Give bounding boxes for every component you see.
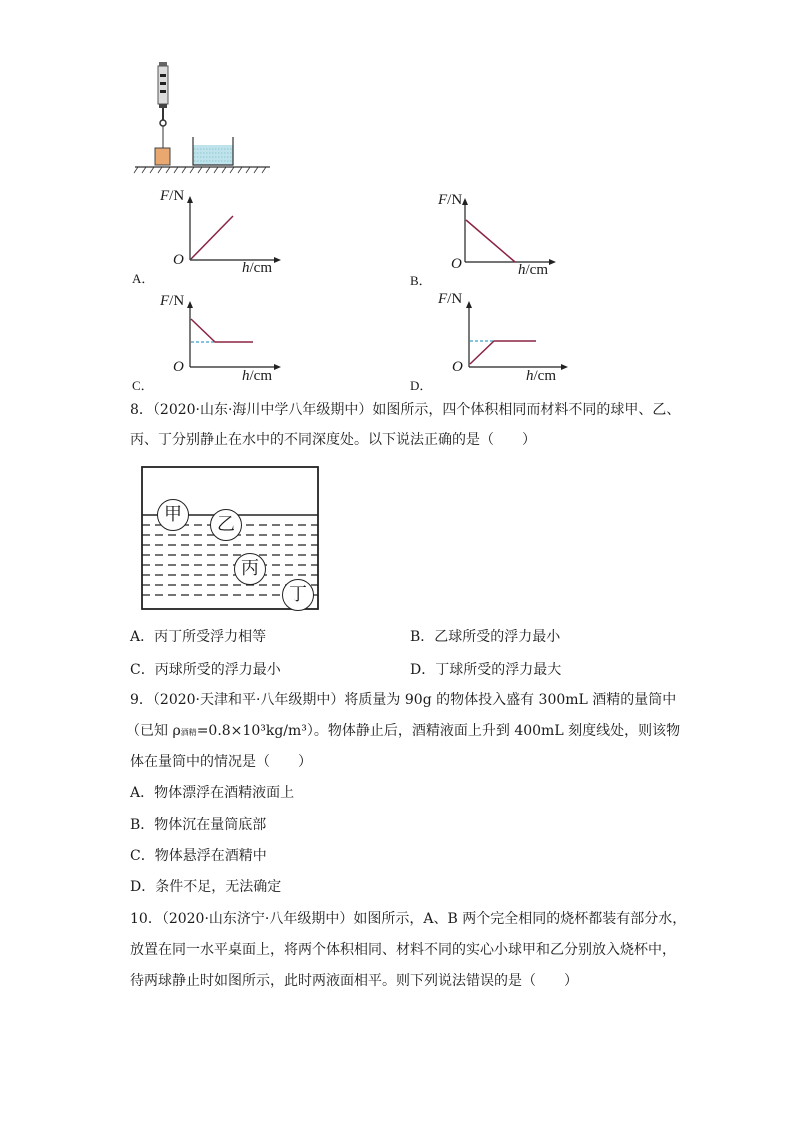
graph-c-line — [191, 319, 253, 342]
y-axis-label: F/N — [160, 293, 185, 309]
q8-option-c[interactable]: C．丙球所受的浮力最小 — [130, 662, 281, 678]
graph-a-line — [191, 216, 233, 259]
ball-yi: 乙 — [210, 509, 242, 541]
option-label: D． — [410, 378, 433, 393]
q9-option-a[interactable]: A．物体漂浮在酒精液面上 — [130, 785, 295, 801]
q8-stem-line1: 8．（2020·山东·海川中学八年级期中）如图所示，四个体积相同而材料不同的球甲、乙、 — [130, 402, 681, 418]
q10-stem-line2: 放置在同一水平桌面上，将两个体积相同、材料不同的实心小球甲和乙分别放入烧杯中， — [130, 942, 676, 958]
q9-option-d[interactable]: D．条件不足，无法确定 — [130, 879, 282, 895]
q9-option-b[interactable]: B．物体沉在量筒底部 — [130, 817, 267, 833]
q8-option-a[interactable]: A．丙丁所受浮力相等 — [130, 629, 267, 645]
ball-ding: 丁 — [282, 579, 314, 611]
graph-b-line — [466, 220, 515, 262]
origin-label: O — [452, 359, 463, 375]
x-axis-label: h/cm — [518, 262, 548, 278]
rho-subscript: 酒精 — [180, 728, 197, 737]
q9-stem-line2: （已知 ρ酒精=0.8×10³kg/m³）。物体静止后，酒精液面上升到 400mL 刻度线处，则该物 — [126, 723, 681, 739]
graph-d-line — [470, 341, 536, 364]
q9-option-c[interactable]: C．物体悬浮在酒精中 — [130, 848, 267, 864]
option-label: B． — [410, 273, 432, 288]
origin-label: O — [173, 252, 184, 268]
origin-label: O — [451, 256, 462, 272]
graph-b — [408, 190, 568, 288]
ball-jia: 甲 — [157, 499, 189, 531]
x-axis-label: h/cm — [242, 260, 272, 276]
origin-label: O — [173, 359, 184, 375]
graph-d — [408, 291, 578, 393]
x-axis-label: h/cm — [242, 368, 272, 384]
q8-option-b[interactable]: B．乙球所受的浮力最小 — [410, 629, 561, 645]
q9-stem-line1: 9．（2020·天津和平·八年级期中）将质量为 90g 的物体投入盛有 300mL 酒精的量筒中 — [130, 692, 677, 708]
apparatus-figure — [130, 60, 275, 185]
y-axis-label: F/N — [160, 188, 185, 204]
option-label: A． — [132, 271, 155, 286]
y-axis-label: F/N — [438, 192, 463, 208]
graph-d-axes — [464, 301, 574, 371]
x-axis-label: h/cm — [526, 368, 556, 384]
option-label: C． — [132, 378, 154, 393]
graph-a — [130, 188, 290, 286]
graph-c-axes — [185, 301, 285, 371]
q8-stem-line2: 丙、丁分别静止在水中的不同深度处。以下说法正确的是（ ） — [130, 432, 536, 448]
graph-c — [130, 293, 290, 393]
q10-stem-line1: 10．（2020·山东济宁·八年级期中）如图所示，A、B 两个完全相同的烧杯都装有部分水， — [130, 911, 687, 927]
q8-option-d[interactable]: D．丁球所受的浮力最大 — [410, 662, 562, 678]
ball-bing: 丙 — [234, 553, 266, 585]
q9-stem-line3: 体在量筒中的情况是（ ） — [130, 754, 312, 770]
tank-figure — [140, 465, 322, 613]
graph-b-axes — [460, 198, 560, 268]
graph-a-axes — [185, 196, 285, 266]
q10-stem-line3: 待两球静止时如图所示，此时两液面相平。则下列说法错误的是（ ） — [130, 973, 578, 989]
y-axis-label: F/N — [438, 291, 463, 307]
